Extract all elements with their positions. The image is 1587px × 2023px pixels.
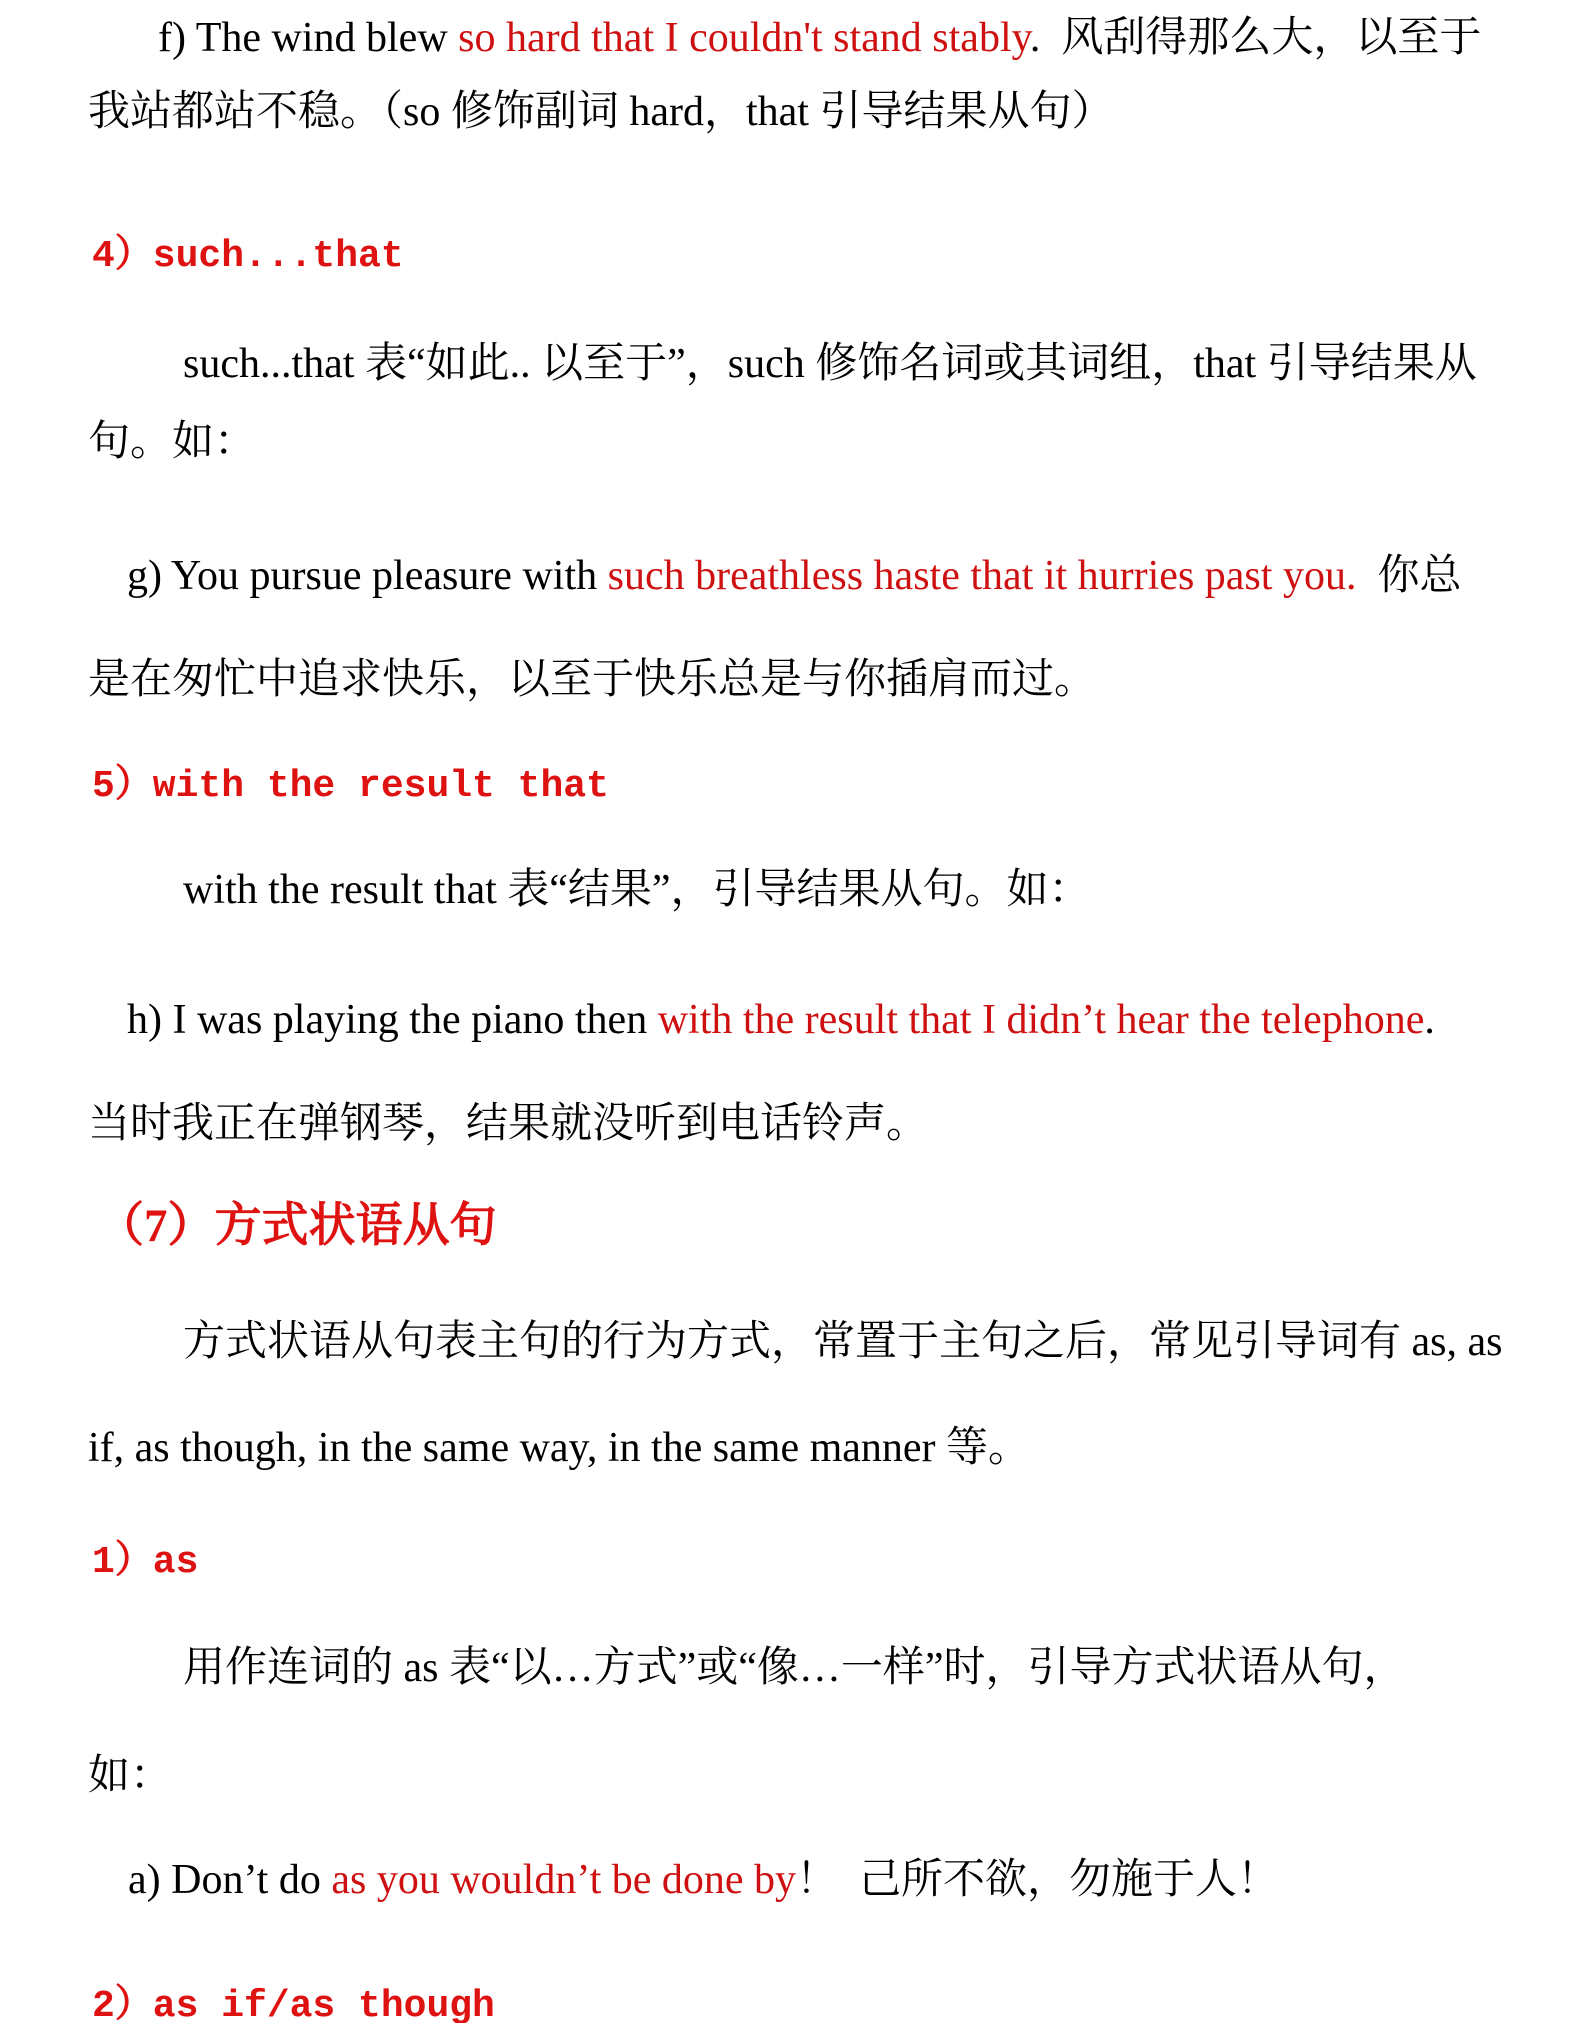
para-such-that-line2: 句。如： bbox=[88, 419, 257, 465]
example-h-line2: 当时我正在弹钢琴，结果就没听到电话铃声。 bbox=[88, 1101, 929, 1147]
heading-as-if: 2）as if/as though bbox=[92, 1985, 495, 2023]
example-f-line2: 我站都站不稳。（so 修饰副词 hard，that 引导结果从句） bbox=[88, 89, 1114, 135]
example-a-highlight: as you wouldn’t be done by bbox=[331, 1857, 797, 1903]
example-g-pre: g) You pursue pleasure with bbox=[127, 553, 608, 599]
example-h-post: . bbox=[1424, 997, 1435, 1043]
para-manner-line2: if, as though, in the same way, in the same manner 等。 bbox=[88, 1425, 1031, 1471]
example-f-highlight: so hard that I couldn't stand stably bbox=[458, 15, 1030, 61]
para-as-line1: 用作连词的 as 表“以…方式”或“像…一样”时，引导方式状语从句， bbox=[183, 1645, 1406, 1691]
heading-as: 1）as bbox=[92, 1541, 199, 1584]
example-f-post: . 风刮得那么大，以至于 bbox=[1029, 15, 1482, 61]
example-g-line1 bbox=[127, 552, 1461, 600]
heading-with-result: 5）with the result that bbox=[92, 765, 609, 808]
heading-such-that: 4）such...that bbox=[92, 235, 404, 278]
example-f-pre: f) The wind blew bbox=[158, 15, 459, 61]
example-h-highlight: with the result that I didn’t hear the telephone bbox=[657, 997, 1425, 1043]
example-g-line2: 是在匆忙中追求快乐，以至于快乐总是与你插肩而过。 bbox=[88, 657, 1097, 703]
example-a-pre: a) Don’t do bbox=[128, 1857, 332, 1903]
example-g-highlight: such breathless haste that it hurries past you. bbox=[607, 553, 1357, 599]
example-a-post: ！ 己所不欲，勿施于人！ bbox=[796, 1857, 1280, 1903]
example-h-pre: h) I was playing the piano then bbox=[127, 997, 658, 1043]
example-g-post: 你总 bbox=[1356, 553, 1462, 599]
para-such-that-line1: such...that 表“如此.. 以至于”，such 修饰名词或其词组，that 引导结果从 bbox=[183, 341, 1477, 387]
heading-manner-clause: （7）方式状语从句 bbox=[97, 1200, 497, 1252]
example-f-line1 bbox=[158, 14, 1481, 62]
para-with-result-line1: with the result that 表“结果”，引导结果从句。如： bbox=[183, 867, 1091, 913]
para-manner-line1: 方式状语从句表主句的行为方式，常置于主句之后，常见引导词有 as, as bbox=[183, 1319, 1503, 1365]
para-as-line2: 如： bbox=[88, 1753, 173, 1799]
example-a-line1 bbox=[128, 1856, 1279, 1904]
example-h-line1 bbox=[127, 996, 1435, 1044]
